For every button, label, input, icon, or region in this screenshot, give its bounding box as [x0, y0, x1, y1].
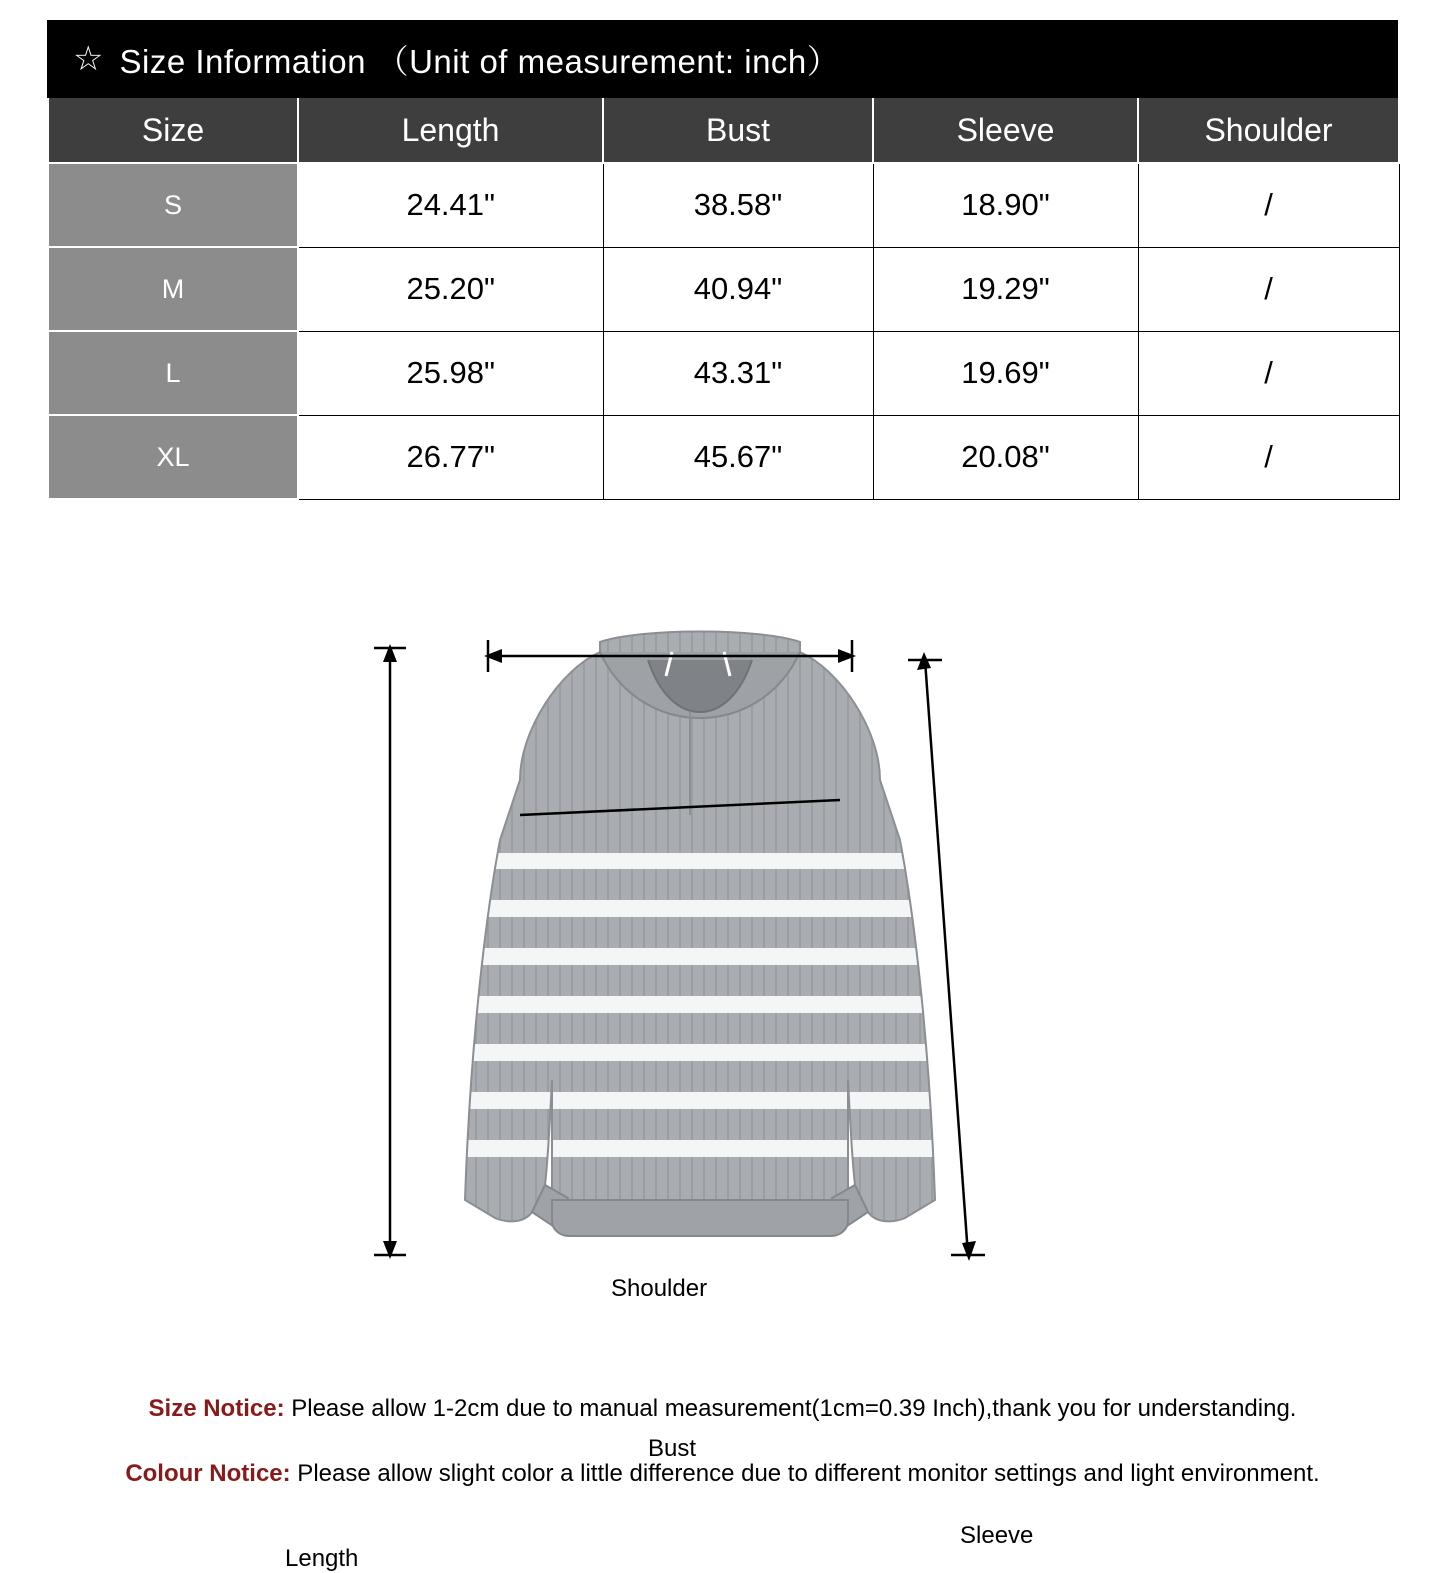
cell-sleeve: 20.08" [873, 415, 1138, 499]
size-information-title: Size Information （Unit of measurement: inch） [119, 42, 841, 80]
label-length: Length [285, 1545, 359, 1572]
cell-length: 24.41" [298, 163, 603, 247]
colour-notice-label: Colour Notice: [125, 1459, 291, 1487]
size-information-header [47, 20, 1398, 98]
cell-size: XL [48, 415, 298, 499]
cell-sleeve: 19.29" [873, 247, 1138, 331]
cell-length: 26.77" [298, 415, 603, 499]
colour-notice-row [0, 1460, 1445, 1489]
cell-sleeve: 18.90" [873, 163, 1138, 247]
column-header-sleeve: Sleeve [873, 98, 1138, 163]
size-notice-row [0, 1395, 1445, 1424]
table-row [48, 415, 1399, 499]
label-shoulder: Shoulder [611, 1275, 708, 1302]
cell-shoulder: / [1138, 247, 1399, 331]
cell-length: 25.20" [298, 247, 603, 331]
column-header-size: Size [48, 98, 298, 163]
colour-notice-text: Please allow slight color a little difference due to different monitor settings and light environment. [290, 1459, 1320, 1487]
size-notice-text: Please allow 1-2cm due to manual measurement(1cm=0.39 Inch),thank you for understanding. [284, 1395, 1297, 1422]
column-header-shoulder: Shoulder [1138, 98, 1399, 163]
cell-size: L [48, 331, 298, 415]
cell-size: S [48, 163, 298, 247]
length-measure-line [374, 644, 406, 1259]
column-header-length: Length [298, 98, 603, 163]
label-sleeve: Sleeve [960, 1522, 1034, 1549]
sweater-illustration [0, 600, 1445, 1300]
table-header-row [48, 98, 1399, 163]
notices-block [0, 1395, 1445, 1525]
cell-size: M [48, 247, 298, 331]
cell-bust: 38.58" [603, 163, 873, 247]
table-row [48, 163, 1399, 247]
column-header-bust: Bust [603, 98, 873, 163]
hem-band [552, 1200, 848, 1236]
size-chart-table [47, 98, 1400, 500]
cell-shoulder: / [1138, 415, 1399, 499]
cell-length: 25.98" [298, 331, 603, 415]
cell-shoulder: / [1138, 331, 1399, 415]
label-bust: Bust [648, 1435, 697, 1462]
cell-bust: 43.31" [603, 331, 873, 415]
star-icon: ☆ [73, 40, 104, 78]
table-row [48, 247, 1399, 331]
size-notice-label: Size Notice: [148, 1395, 285, 1422]
table-row [48, 331, 1399, 415]
cell-bust: 40.94" [603, 247, 873, 331]
cell-sleeve: 19.69" [873, 331, 1138, 415]
cell-shoulder: / [1138, 163, 1399, 247]
size-information-block [47, 20, 1398, 500]
cell-bust: 45.67" [603, 415, 873, 499]
